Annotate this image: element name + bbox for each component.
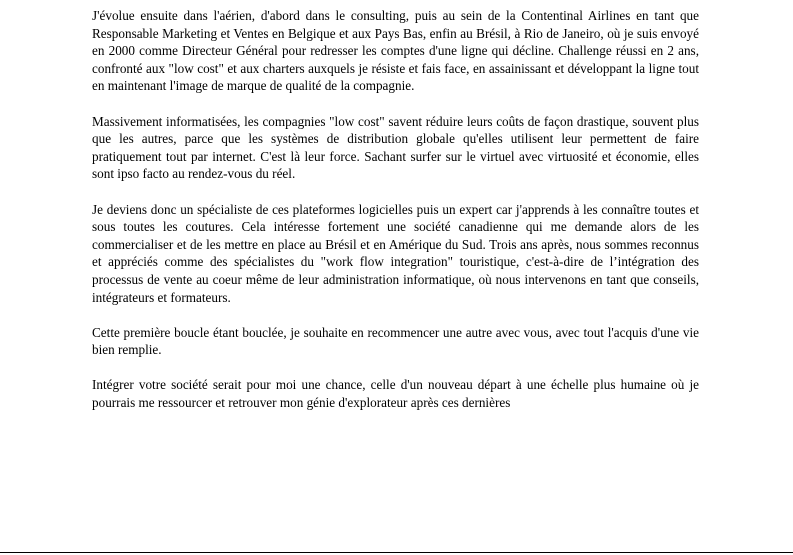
page-bottom-divider	[0, 552, 793, 553]
letter-body	[92, 7, 699, 412]
paragraph-join-company: Intégrer votre société serait pour moi une chance, celle d'un nouveau départ à une échelle plus humaine où je pourrais me ressourcer et retrouver mon génie d'explorateur après ces dernières	[92, 377, 699, 411]
paragraph-career-aviation: J'évolue ensuite dans l'aérien, d'abord dans le consulting, puis au sein de la Contentinal Airlines en tant que Responsable Marketing et Ventes en Belgique et aux Pays Bas, enfin au Brésil, à Rio de Janeiro, où je suis envoyé en 2000 comme Directeur Général pour redresser les comptes d'une ligne qui décline. Challenge réussi en 2 ans, confronté aux "low cost" et aux charters auxquels je résiste et fais face, en assainissant et développant la ligne tout en maintenant l'image de marque de qualité de la compagnie.	[92, 8, 699, 94]
paragraph-new-loop: Cette première boucle étant bouclée, je souhaite en recommencer une autre avec vous, avec tout l'acquis d'une vie bien remplie.	[92, 324, 699, 358]
paragraph-low-cost: Massivement informatisées, les compagnies "low cost" savent réduire leurs coûts de façon drastique, souvent plus que les autres, parce que les systèmes de distribution globale qu'elles utilisent leur permettent de faire pratiquement tout par internet. C'est là leur force. Sachant surfer sur le virtuel avec virtuosité et économie, elles sont ipso facto au rendez-vous du réel.	[92, 113, 699, 182]
paragraph-specialist: Je deviens donc un spécialiste de ces plateformes logicielles puis un expert car j'apprends à les connaître toutes et sous toutes les coutures. Cela intéresse fortement une société canadienne qui me demande alors de les commercialiser et de les mettre en place au Brésil et en Amérique du Sud. Trois ans après, nous sommes reconnus et appréciés comme des spécialistes du "work flow integration" touristique, c'est-à-dire de l’intégration des processus de vente au coeur même de leur administration informatique, où nous intervenons en tant que conseils, intégrateurs et formateurs.	[92, 201, 699, 305]
